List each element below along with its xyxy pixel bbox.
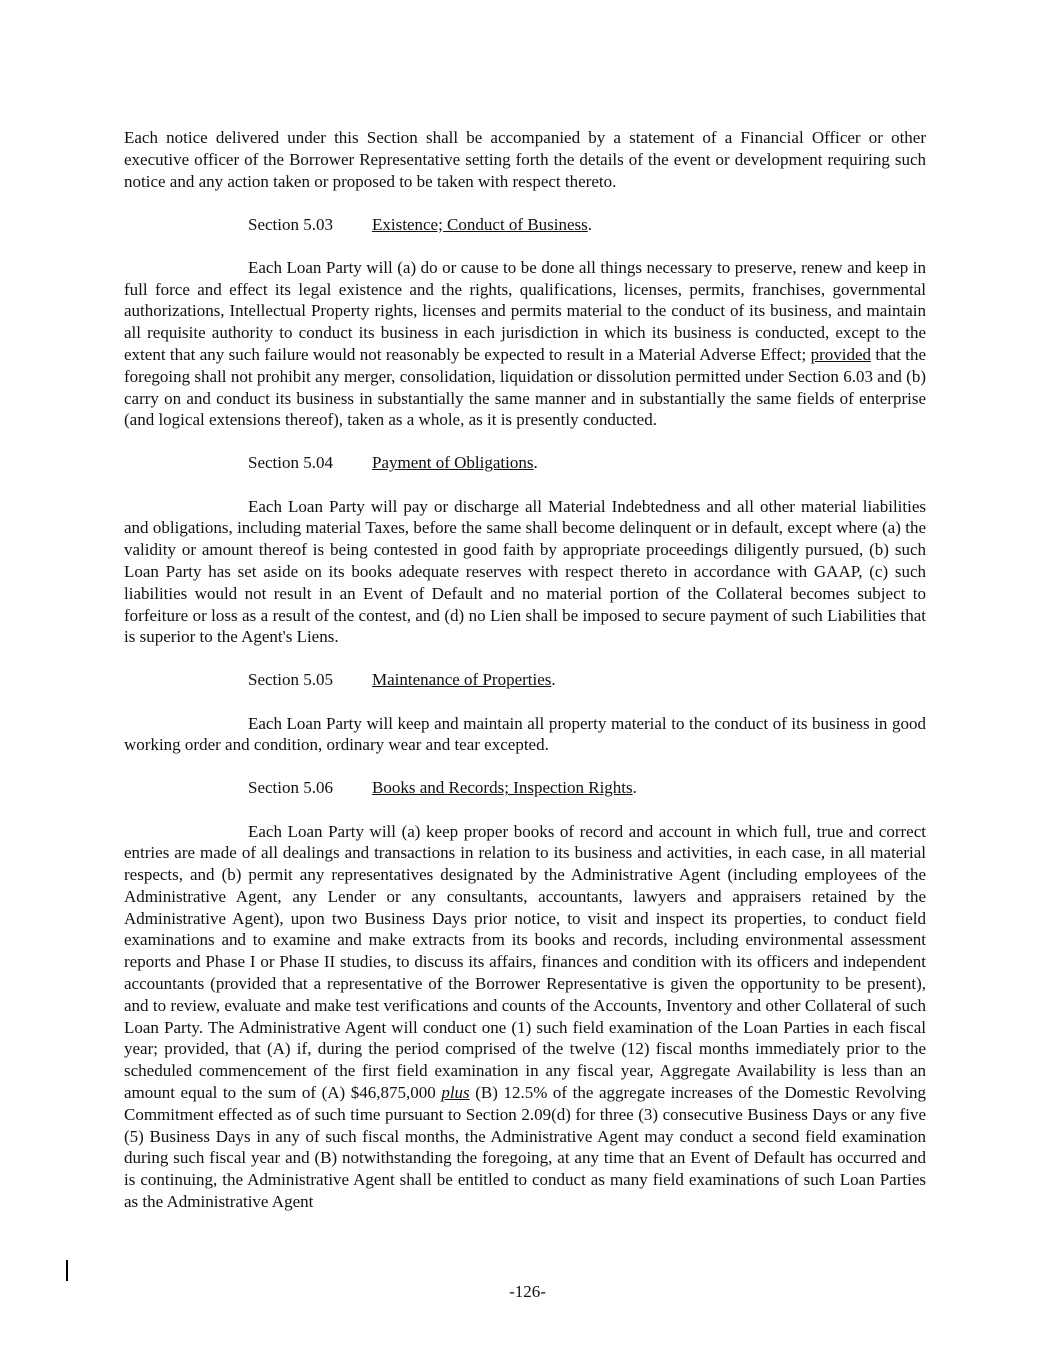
section-heading-5-06: Section 5.06 Books and Records; Inspection Rights. <box>248 778 637 798</box>
section-title: Maintenance of Properties <box>372 670 552 690</box>
body-text: Each Loan Party will (a) keep proper books of record and account in which full, true and correct entries are made of all dealings and transactions in relation to its business and activities, in each case, in all material respects, and (b) permit any representatives designated by the Administrative Agent (including employees of the Administrative Agent, any Lender or any consultants, accountants, lawyers and appraisers retained by the Administrative Agent), upon two Business Days prior notice, to visit and inspect its properties, to conduct field examinations and to examine and make extracts from its books and records, including environmental assessment reports and Phase I or Phase II studies, to discuss its affairs, finances and condition with its officers and independent accountants (provided that a representative of the Borrower Representative is given the opportunity to be present), and to review, evaluate and make test verifications and counts of the Accounts, Inventory and other Collateral of such Loan Party. The Administrative Agent will conduct one (1) such field examination of the Loan Parties in each fiscal year; provided, that (A) if, during the period comprised of the twelve (12) fiscal months immediately prior to the scheduled commencement of the first field examination in any fiscal year, Aggregate Availability is less than an amount equal to the sum of (A) $46,875,000 <box>124 821 926 1103</box>
section-title: Existence; Conduct of Business <box>372 214 588 234</box>
section-body-5-04: Each Loan Party will pay or discharge all Material Indebtedness and all other material liabilities and obligations, including material Taxes, before the same shall become delinquent or in default, except where (a) the validity or amount thereof is being contested in good faith by appropriate proceedings diligently pursued, (b) such Loan Party has set aside on its books adequate reserves with respect thereto in accordance with GAAP, (c) such liabilities would not result in an Event of Default and no material portion of the Collateral becomes subject to forfeiture or loss as a result of the contest, and (d) no Lien shall be imposed to secure payment of such Liabilities that is superior to the Agent's Liens. <box>124 496 926 647</box>
section-body-5-06 <box>124 821 926 1213</box>
section-body-5-03 <box>124 257 926 431</box>
document-page <box>124 127 926 1234</box>
section-heading-5-04: Section 5.04 Payment of Obligations. <box>248 453 538 473</box>
defined-term: provided <box>810 344 872 364</box>
intro-paragraph: Each notice delivered under this Section shall be accompanied by a statement of a Financial Officer or other executive officer of the Borrower Representative setting forth the details of the event or development requiring such notice and any action taken or proposed to be taken with respect thereto. <box>124 128 926 191</box>
body-text: Each Loan Party will (a) do or cause to be done all things necessary to preserve, renew and keep in full force and effect its legal existence and the rights, qualifications, licenses, permits, franchises, governmental authorizations, Intellectual Property rights, licenses and permits material to the conduct of its business, and maintain all requisite authority to conduct its business in each jurisdiction in which its business is conducted, except to the extent that any such failure would not reasonably be expected to result in a Material Adverse Effect; <box>124 257 926 364</box>
section-title: Books and Records; Inspection Rights <box>372 778 633 798</box>
section-body-5-05: Each Loan Party will keep and maintain all property material to the conduct of its business in good working order and condition, ordinary wear and tear excepted. <box>124 713 926 755</box>
page-number: -126- <box>509 1282 546 1301</box>
section-heading-5-05: Section 5.05 Maintenance of Properties. <box>248 670 556 690</box>
section-number: Section 5.04 <box>248 453 333 473</box>
section-heading-5-03: Section 5.03 Existence; Conduct of Business. <box>248 214 593 234</box>
body-text: that the foregoing shall not prohibit any merger, consolidation, liquidation or dissolution permitted under Section 6.03 and (b) carry on and conduct its business in substantially the same manner and in substantially the same fields of enterprise (and logical extensions thereof), taken as a whole, as it is presently conducted. <box>124 344 927 430</box>
section-number: Section 5.06 <box>248 778 333 798</box>
body-text: (B) 12.5% of the aggregate increases of the Domestic Revolving Commitment effected as of such time pursuant to Section 2.09(d) for three (3) consecutive Business Days or any five (5) Business Days in any of such fiscal months, the Administrative Agent may conduct a second field examination during such fiscal year and (B) notwithstanding the foregoing, at any time that an Event of Default has occurred and is continuing, the Administrative Agent shall be entitled to conduct as many field examinations of such Loan Parties as the Administrative Agent <box>124 1083 926 1212</box>
section-number: Section 5.05 <box>248 670 333 690</box>
section-number: Section 5.03 <box>248 214 333 234</box>
section-title: Payment of Obligations <box>372 453 534 473</box>
change-bar <box>66 1260 68 1281</box>
defined-term: plus <box>441 1083 470 1103</box>
